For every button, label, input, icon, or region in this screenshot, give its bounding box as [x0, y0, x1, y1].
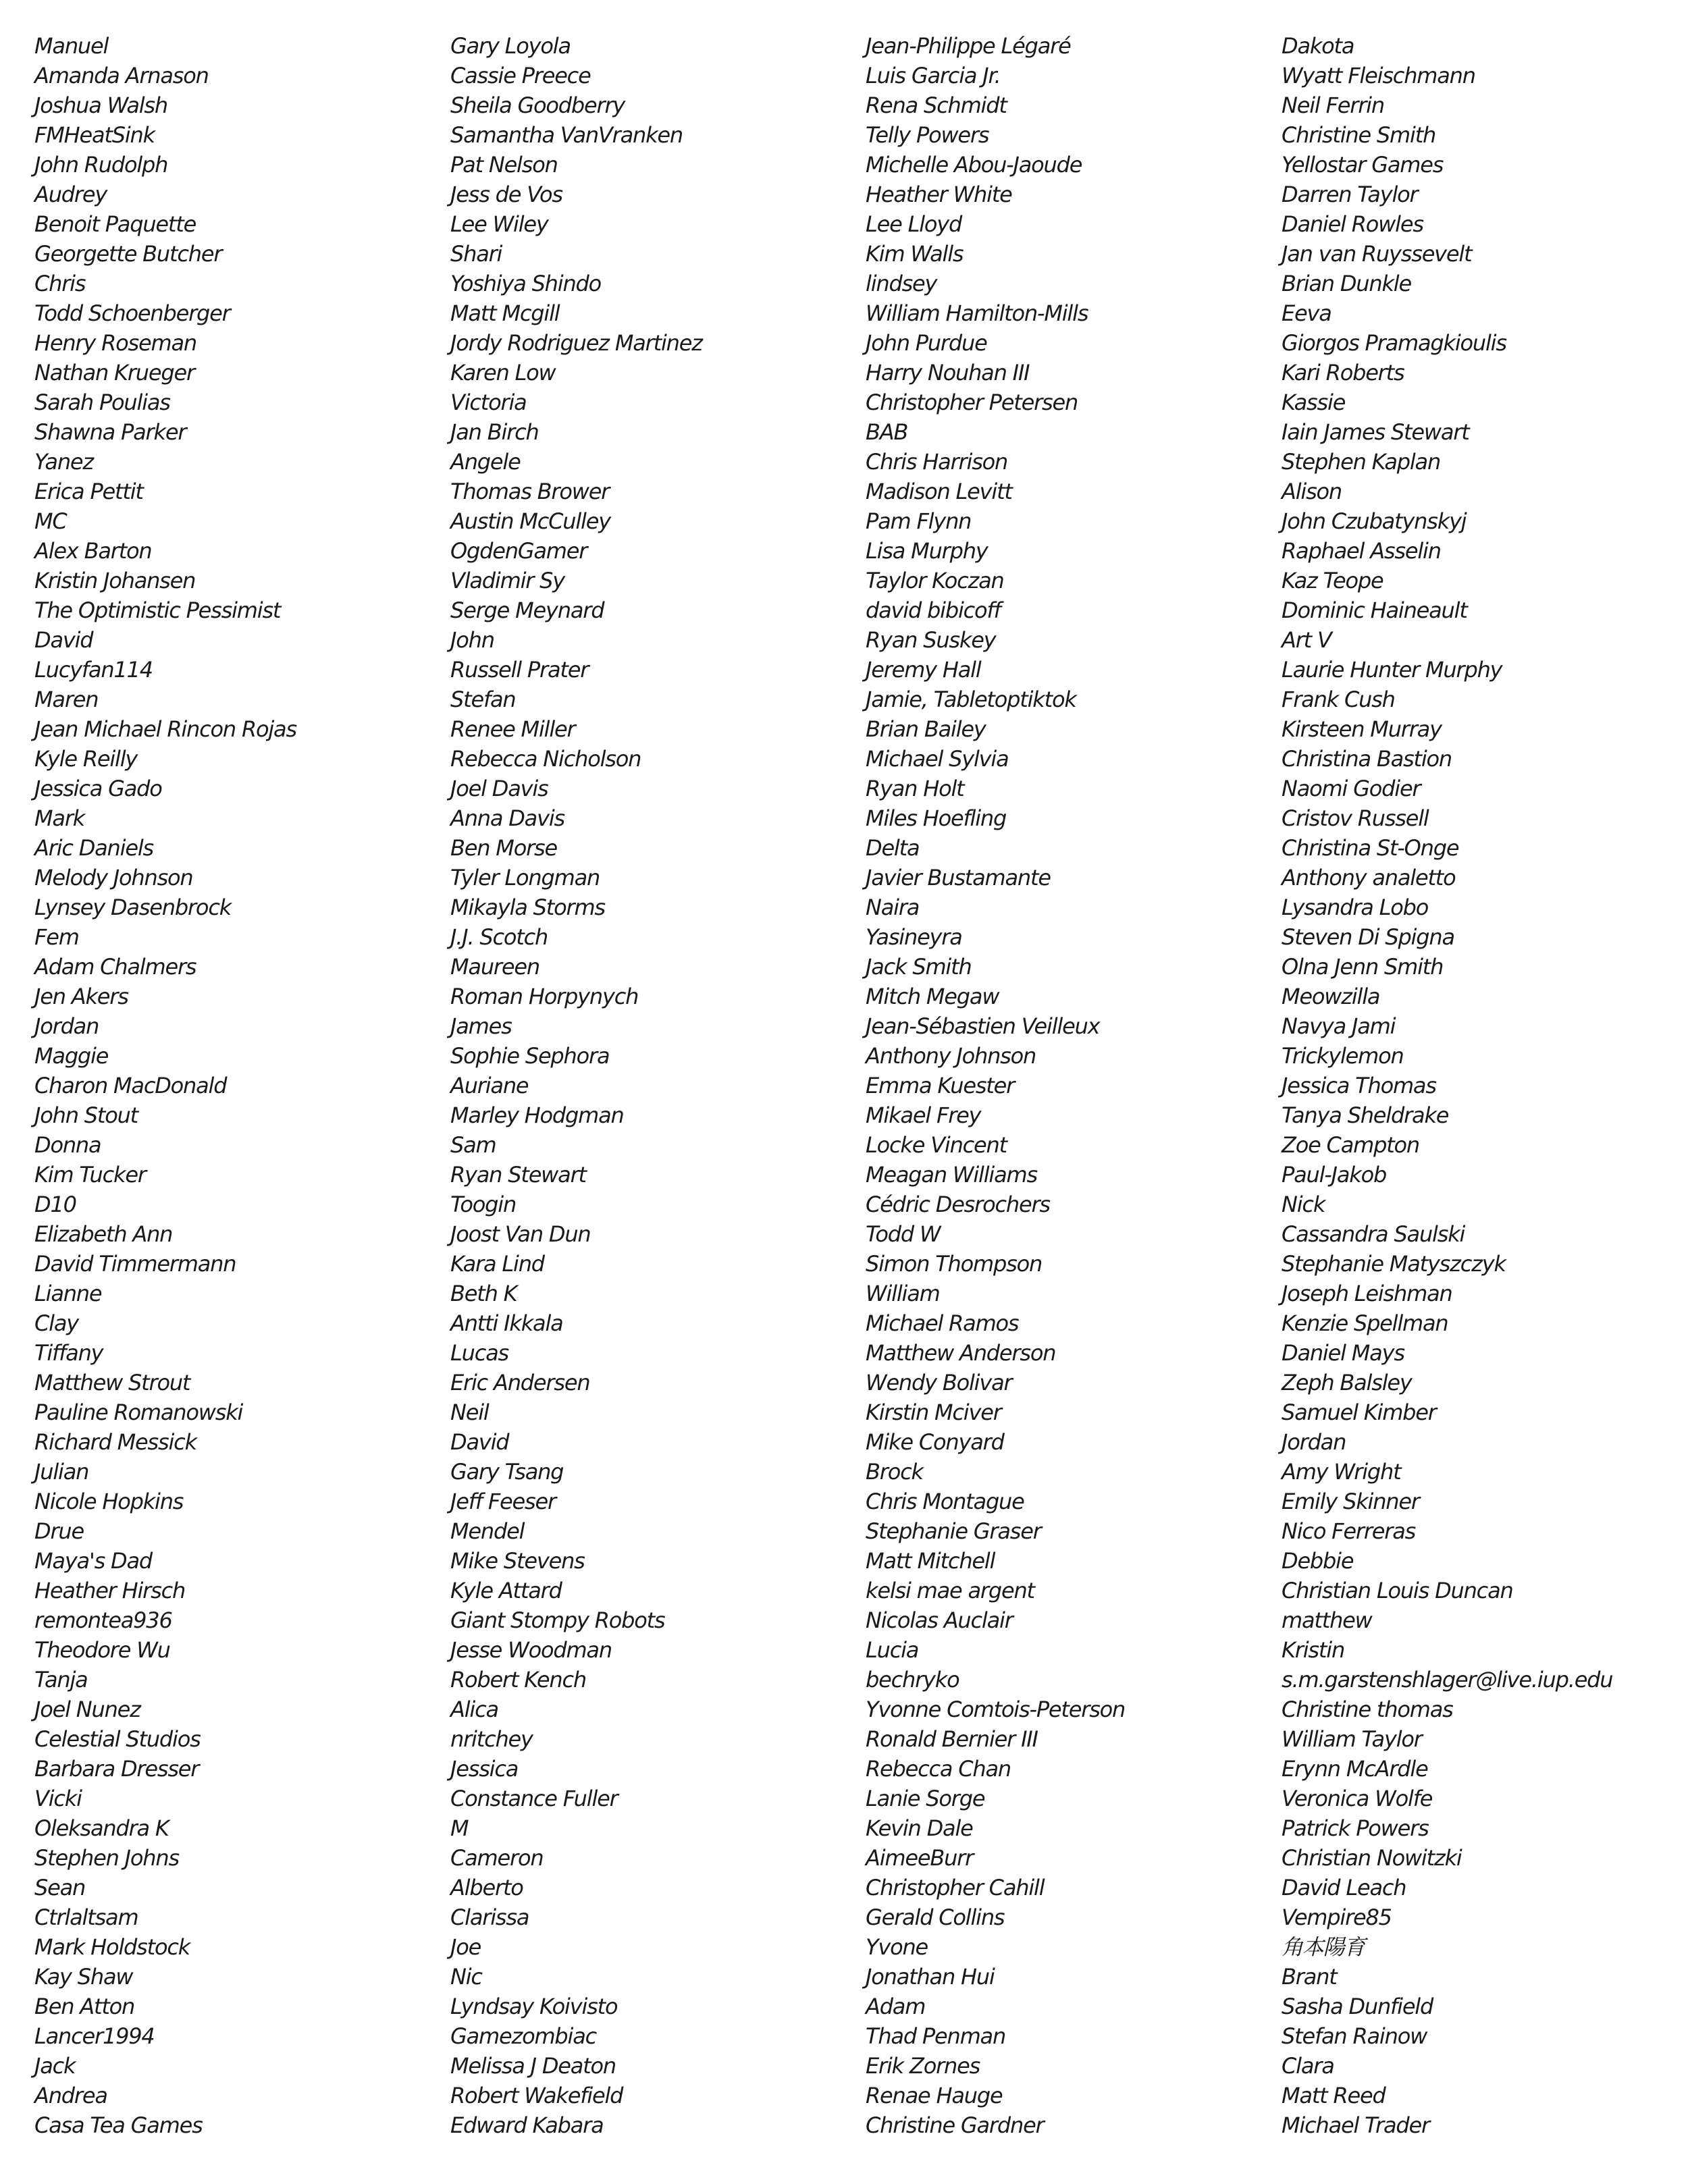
name-entry: Marley Hodgman [450, 1102, 624, 1128]
name-entry: Stefan Rainow [1282, 2023, 1427, 2049]
name-entry: Matthew Strout [34, 1370, 190, 1395]
name-entry: Frank Cush [1282, 687, 1395, 712]
name-entry: Anna Davis [450, 805, 564, 831]
name-entry: Zeph Balsley [1282, 1370, 1412, 1395]
name-entry: Chris Harrison [866, 449, 1008, 475]
name-entry: Robert Wakefield [450, 2083, 623, 2108]
name-entry: Constance Fuller [450, 1786, 618, 1811]
name-entry: Angele [450, 449, 521, 475]
name-column-4 [1282, 31, 1612, 2140]
name-entry: Jessica Gado [34, 776, 162, 801]
name-entry: Neil [450, 1400, 489, 1425]
name-entry: Rebecca Chan [866, 1756, 1011, 1782]
name-entry: Elizabeth Ann [34, 1221, 173, 1247]
name-entry: Ryan Suskey [866, 627, 996, 653]
name-entry: Sophie Sephora [450, 1043, 610, 1069]
name-entry: david bibicoff [866, 597, 1001, 623]
name-entry: 角本陽育 [1282, 1934, 1365, 1960]
name-entry: Kristin Johansen [34, 568, 196, 593]
name-entry: Kay Shaw [34, 1964, 133, 1990]
name-entry: Pauline Romanowski [34, 1400, 243, 1425]
name-entry: Meagan Williams [866, 1162, 1037, 1188]
name-entry: Ryan Holt [866, 776, 964, 801]
name-entry: Christina Bastion [1282, 746, 1452, 772]
name-entry: Joost Van Dun [450, 1221, 591, 1247]
name-entry: Roman Horpynych [450, 984, 639, 1009]
name-entry: Gary Tsang [450, 1459, 564, 1485]
name-entry: Matt Mcgill [450, 300, 560, 326]
name-entry: BAB [866, 419, 908, 445]
name-entry: Lucia [866, 1637, 919, 1663]
name-entry: Kim Tucker [34, 1162, 146, 1188]
name-entry: Navya Jami [1282, 1013, 1396, 1039]
name-entry: Cassandra Saulski [1282, 1221, 1465, 1247]
name-entry: Todd Schoenberger [34, 300, 230, 326]
name-entry: Austin McCulley [450, 508, 610, 534]
name-entry: Stephen Kaplan [1282, 449, 1441, 475]
name-entry: Clara [1282, 2053, 1334, 2079]
name-entry: Stephanie Matyszczyk [1282, 1251, 1506, 1277]
name-entry: Maya's Dad [34, 1548, 152, 1574]
name-entry: Audrey [34, 182, 107, 207]
name-entry: Michael Trader [1282, 2112, 1429, 2138]
name-entry: Victoria [450, 390, 527, 415]
name-entry: Raphael Asselin [1282, 538, 1441, 564]
name-entry: Mikayla Storms [450, 895, 605, 920]
name-entry: Maren [34, 687, 99, 712]
name-entry: Andrea [34, 2083, 107, 2108]
name-entry: Theodore Wu [34, 1637, 170, 1663]
name-entry: Giorgos Pramagkioulis [1282, 330, 1506, 356]
name-entry: Toogin [450, 1192, 517, 1217]
name-entry: D10 [34, 1192, 76, 1217]
name-entry: Steven Di Spigna [1282, 924, 1454, 950]
name-entry: Christopher Cahill [866, 1875, 1045, 1900]
name-entry: Yanez [34, 449, 93, 475]
name-entry: Jean Michael Rincon Rojas [34, 716, 296, 742]
name-entry: Kenzie Spellman [1282, 1310, 1448, 1336]
name-entry: Ronald Bernier III [866, 1726, 1038, 1752]
name-entry: David Leach [1282, 1875, 1406, 1900]
name-entry: Anthony analetto [1282, 865, 1456, 890]
name-entry: Melissa J Deaton [450, 2053, 616, 2079]
name-entry: David [450, 1429, 509, 1455]
name-entry: M [450, 1815, 469, 1841]
name-entry: Nathan Krueger [34, 360, 194, 385]
name-entry: Joe [450, 1934, 481, 1960]
name-entry: Jen Akers [34, 984, 128, 1009]
name-entry: Jeff Feeser [450, 1489, 556, 1514]
name-entry: Kristin [1282, 1637, 1345, 1663]
name-entry: Karen Low [450, 360, 556, 385]
name-entry: Barbara Dresser [34, 1756, 199, 1782]
name-entry: James [450, 1013, 512, 1039]
name-entry: Harry Nouhan III [866, 360, 1030, 385]
name-entry: Telly Powers [866, 122, 989, 148]
name-entry: Tiffany [34, 1340, 103, 1366]
name-entry: Kyle Attard [450, 1578, 562, 1603]
name-entry: Iain James Stewart [1282, 419, 1469, 445]
name-entry: Lee Lloyd [866, 211, 962, 237]
name-entry: Melody Johnson [34, 865, 193, 890]
name-entry: Matt Reed [1282, 2083, 1386, 2108]
name-entry: Ben Morse [450, 835, 557, 861]
name-entry: Lianne [34, 1281, 102, 1306]
name-entry: Kari Roberts [1282, 360, 1404, 385]
name-entry: Jordan [1282, 1429, 1346, 1455]
name-entry: Lucas [450, 1340, 508, 1366]
name-entry: FMHeatSink [34, 122, 155, 148]
name-entry: Delta [866, 835, 920, 861]
name-entry: MC [34, 508, 67, 534]
name-entry: Jessica Thomas [1282, 1073, 1436, 1098]
name-entry: Nico Ferreras [1282, 1518, 1416, 1544]
name-entry: Paul-Jakob [1282, 1162, 1387, 1188]
name-entry: Kyle Reilly [34, 746, 138, 772]
name-entry: Mike Stevens [450, 1548, 585, 1574]
name-entry: Russell Prater [450, 657, 589, 683]
name-entry: Daniel Mays [1282, 1340, 1404, 1366]
name-entry: Lancer1994 [34, 2023, 155, 2049]
name-entry: Art V [1282, 627, 1331, 653]
name-entry: Daniel Rowles [1282, 211, 1423, 237]
name-entry: Miles Hoefling [866, 805, 1007, 831]
name-entry: Maggie [34, 1043, 109, 1069]
name-entry: Heather Hirsch [34, 1578, 186, 1603]
name-entry: Sheila Goodberry [450, 92, 625, 118]
name-entry: Alberto [450, 1875, 523, 1900]
name-entry: Michelle Abou-Jaoude [866, 152, 1082, 178]
name-entry: Rena Schmidt [866, 92, 1007, 118]
name-entry: John Stout [34, 1102, 138, 1128]
name-entry: Stefan [450, 687, 516, 712]
name-entry: Emily Skinner [1282, 1489, 1419, 1514]
name-entry: Shari [450, 241, 502, 267]
name-entry: Darren Taylor [1282, 182, 1418, 207]
name-entry: Tanja [34, 1667, 88, 1693]
name-entry: Madison Levitt [866, 479, 1012, 504]
name-entry: Erik Zornes [866, 2053, 980, 2079]
name-entry: Manuel [34, 33, 109, 59]
name-entry: John Czubatynskyj [1282, 508, 1467, 534]
name-entry: Alica [450, 1697, 498, 1722]
name-entry: Veronica Wolfe [1282, 1786, 1433, 1811]
name-entry: Wendy Bolivar [866, 1370, 1012, 1395]
name-entry: Sean [34, 1875, 86, 1900]
name-entry: Alex Barton [34, 538, 152, 564]
name-entry: Sam [450, 1132, 496, 1158]
name-entry: Shawna Parker [34, 419, 186, 445]
name-entry: nritchey [450, 1726, 533, 1752]
name-entry: Jonathan Hui [866, 1964, 995, 1990]
name-entry: Clarissa [450, 1905, 529, 1930]
name-column-3 [866, 31, 1125, 2140]
name-entry: Vempire85 [1282, 1905, 1392, 1930]
name-entry: Simon Thompson [866, 1251, 1043, 1277]
name-entry: Jamie, Tabletoptiktok [866, 687, 1076, 712]
name-entry: Todd W [866, 1221, 941, 1247]
name-entry: Lysandra Lobo [1282, 895, 1429, 920]
name-entry: Dakota [1282, 33, 1354, 59]
name-entry: Jess de Vos [450, 182, 562, 207]
name-entry: Yoshiya Shindo [450, 271, 602, 296]
name-entry: Oleksandra K [34, 1815, 169, 1841]
name-entry: Nicole Hopkins [34, 1489, 184, 1514]
name-entry: Jessica [450, 1756, 519, 1782]
name-entry: Stephanie Graser [866, 1518, 1041, 1544]
name-entry: Christine thomas [1282, 1697, 1453, 1722]
name-entry: William Taylor [1282, 1726, 1422, 1752]
name-entry: Ryan Stewart [450, 1162, 586, 1188]
name-entry: Eric Andersen [450, 1370, 590, 1395]
name-entry: Cédric Desrochers [866, 1192, 1050, 1217]
name-entry: Nick [1282, 1192, 1325, 1217]
name-entry: John Purdue [866, 330, 987, 356]
name-entry: Drue [34, 1518, 84, 1544]
name-entry: Antti Ikkala [450, 1310, 563, 1336]
name-entry: Emma Kuester [866, 1073, 1015, 1098]
name-entry: David [34, 627, 93, 653]
name-entry: Mitch Megaw [866, 984, 999, 1009]
name-entry: Cameron [450, 1845, 544, 1871]
name-entry: Celestial Studios [34, 1726, 201, 1752]
name-entry: Anthony Johnson [866, 1043, 1036, 1069]
name-entry: Jan Birch [450, 419, 539, 445]
name-entry: Amy Wright [1282, 1459, 1401, 1485]
name-entry: Sasha Dunfield [1282, 1994, 1433, 2019]
name-entry: Henry Roseman [34, 330, 196, 356]
name-entry: Clay [34, 1310, 78, 1336]
name-entry: Serge Meynard [450, 597, 604, 623]
name-entry: Yellostar Games [1282, 152, 1444, 178]
name-entry: Vladimir Sy [450, 568, 565, 593]
name-entry: Neil Ferrin [1282, 92, 1384, 118]
name-entry: Mike Conyard [866, 1429, 1004, 1455]
name-entry: Auriane [450, 1073, 529, 1098]
name-entry: Gerald Collins [866, 1905, 1005, 1930]
name-entry: Jordy Rodriguez Martinez [450, 330, 702, 356]
name-entry: Pat Nelson [450, 152, 558, 178]
name-entry: Nic [450, 1964, 482, 1990]
name-entry: Georgette Butcher [34, 241, 222, 267]
name-entry: Erica Pettit [34, 479, 143, 504]
name-entry: Renae Hauge [866, 2083, 1003, 2108]
name-entry: Brock [866, 1459, 923, 1485]
name-entry: Matt Mitchell [866, 1548, 995, 1574]
name-entry: Brant [1282, 1964, 1337, 1990]
name-entry: Gary Loyola [450, 33, 571, 59]
name-entry: Christian Nowitzki [1282, 1845, 1462, 1871]
name-entry: Adam [866, 1994, 926, 2019]
name-entry: Trickylemon [1282, 1043, 1404, 1069]
name-entry: Yvonne Comtois-Peterson [866, 1697, 1126, 1722]
name-entry: Donna [34, 1132, 101, 1158]
name-entry: Samantha VanVranken [450, 122, 683, 148]
name-entry: OgdenGamer [450, 538, 587, 564]
name-entry: J.J. Scotch [450, 924, 548, 950]
name-entry: Olna Jenn Smith [1282, 954, 1444, 980]
name-entry: Locke Vincent [866, 1132, 1007, 1158]
name-entry: Lisa Murphy [866, 538, 988, 564]
name-entry: Ctrlaltsam [34, 1905, 138, 1930]
name-entry: Thomas Brower [450, 479, 610, 504]
name-entry: Christian Louis Duncan [1282, 1578, 1513, 1603]
name-entry: lindsey [866, 271, 937, 296]
name-entry: Tyler Longman [450, 865, 600, 890]
name-entry: Tanya Sheldrake [1282, 1102, 1449, 1128]
name-entry: Richard Messick [34, 1429, 196, 1455]
name-entry: Yvone [866, 1934, 928, 1960]
name-entry: William Hamilton-Mills [866, 300, 1088, 326]
name-entry: Meowzilla [1282, 984, 1380, 1009]
name-entry: Edward Kabara [450, 2112, 604, 2138]
name-entry: Kirstin Mciver [866, 1400, 1001, 1425]
name-entry: Lyndsay Koivisto [450, 1994, 618, 2019]
name-entry: Jordan [34, 1013, 99, 1039]
name-entry: Renee Miller [450, 716, 575, 742]
name-entry: Christine Gardner [866, 2112, 1044, 2138]
name-entry: Laurie Hunter Murphy [1282, 657, 1502, 683]
name-entry: Taylor Koczan [866, 568, 1004, 593]
name-entry: Charon MacDonald [34, 1073, 227, 1098]
name-entry: matthew [1282, 1607, 1372, 1633]
name-entry: Kirsteen Murray [1282, 716, 1442, 742]
name-entry: Kara Lind [450, 1251, 544, 1277]
name-entry: Julian [34, 1459, 89, 1485]
name-entry: Wyatt Fleischmann [1282, 63, 1475, 88]
name-entry: Heather White [866, 182, 1012, 207]
name-entry: Adam Chalmers [34, 954, 196, 980]
name-entry: Lanie Sorge [866, 1786, 985, 1811]
name-entry: bechryko [866, 1667, 959, 1693]
name-entry: Jack Smith [866, 954, 972, 980]
name-entry: Mikael Frey [866, 1102, 981, 1128]
name-column-1 [34, 31, 296, 2140]
name-entry: Casa Tea Games [34, 2112, 203, 2138]
name-entry: Mark [34, 805, 85, 831]
name-entry: William [866, 1281, 940, 1306]
name-entry: Yasineyra [866, 924, 962, 950]
name-entry: Joseph Leishman [1282, 1281, 1452, 1306]
name-entry: Cristov Russell [1282, 805, 1429, 831]
name-entry: Ben Atton [34, 1994, 135, 2019]
name-entry: Kassie [1282, 390, 1346, 415]
name-entry: Kaz Teope [1282, 568, 1383, 593]
name-entry: Mendel [450, 1518, 525, 1544]
name-entry: Eeva [1282, 300, 1331, 326]
name-entry: Christina St-Onge [1282, 835, 1459, 861]
name-entry: Vicki [34, 1786, 82, 1811]
name-entry: Dominic Haineault [1282, 597, 1467, 623]
name-entry: Giant Stompy Robots [450, 1607, 665, 1633]
name-entry: John [450, 627, 494, 653]
name-entry: John Rudolph [34, 152, 168, 178]
name-entry: Lee Wiley [450, 211, 548, 237]
name-entry: Pam Flynn [866, 508, 972, 534]
name-entry: Patrick Powers [1282, 1815, 1429, 1841]
name-entry: Debbie [1282, 1548, 1354, 1574]
name-entry: Maureen [450, 954, 539, 980]
name-column-2 [450, 31, 702, 2140]
name-entry: Aric Daniels [34, 835, 153, 861]
name-entry: Beth K [450, 1281, 517, 1306]
name-entry: Luis Garcia Jr. [866, 63, 1001, 88]
name-entry: Brian Dunkle [1282, 271, 1411, 296]
name-entry: AimeeBurr [866, 1845, 974, 1871]
name-entry: Christopher Petersen [866, 390, 1078, 415]
name-entry: kelsi mae argent [866, 1578, 1034, 1603]
name-entry: Jesse Woodman [450, 1637, 612, 1663]
name-entry: s.m.garstenshlager@live.iup.edu [1282, 1667, 1613, 1693]
name-entry: Thad Penman [866, 2023, 1006, 2049]
name-entry: Joel Nunez [34, 1697, 140, 1722]
name-entry: Jean-Sébastien Veilleux [866, 1013, 1100, 1039]
name-entry: Joel Davis [450, 776, 548, 801]
name-entry: Jeremy Hall [866, 657, 981, 683]
name-entry: Amanda Arnason [34, 63, 209, 88]
name-entry: Zoe Campton [1282, 1132, 1420, 1158]
name-entry: Kevin Dale [866, 1815, 973, 1841]
name-entry: The Optimistic Pessimist [34, 597, 281, 623]
name-entry: Kim Walls [866, 241, 964, 267]
name-entry: Samuel Kimber [1282, 1400, 1436, 1425]
name-entry: Michael Ramos [866, 1310, 1019, 1336]
name-entry: Erynn McArdle [1282, 1756, 1428, 1782]
name-entry: Naomi Godier [1282, 776, 1421, 801]
name-entry: Matthew Anderson [866, 1340, 1056, 1366]
name-entry: Javier Bustamante [866, 865, 1051, 890]
name-entry: Stephen Johns [34, 1845, 179, 1871]
name-entry: Brian Bailey [866, 716, 986, 742]
name-entry: Christine Smith [1282, 122, 1436, 148]
name-entry: Jan van Ruyssevelt [1282, 241, 1472, 267]
name-entry: Fem [34, 924, 79, 950]
name-entry: Rebecca Nicholson [450, 746, 641, 772]
name-entry: Cassie Preece [450, 63, 591, 88]
name-entry: David Timmermann [34, 1251, 236, 1277]
name-entry: Gamezombiac [450, 2023, 597, 2049]
name-entry: Jean-Philippe Légaré [866, 33, 1071, 59]
name-entry: Nicolas Auclair [866, 1607, 1013, 1633]
name-entry: Lucyfan114 [34, 657, 153, 683]
name-entry: remontea936 [34, 1607, 172, 1633]
name-entry: Sarah Poulias [34, 390, 170, 415]
name-entry: Jack [34, 2053, 76, 2079]
name-entry: Michael Sylvia [866, 746, 1009, 772]
name-entry: Lynsey Dasenbrock [34, 895, 232, 920]
name-entry: Alison [1282, 479, 1342, 504]
name-entry: Chris [34, 271, 86, 296]
name-entry: Naira [866, 895, 920, 920]
name-entry: Joshua Walsh [34, 92, 167, 118]
name-entry: Robert Kench [450, 1667, 586, 1693]
name-entry: Benoit Paquette [34, 211, 196, 237]
name-entry: Chris Montague [866, 1489, 1024, 1514]
name-entry: Mark Holdstock [34, 1934, 190, 1960]
